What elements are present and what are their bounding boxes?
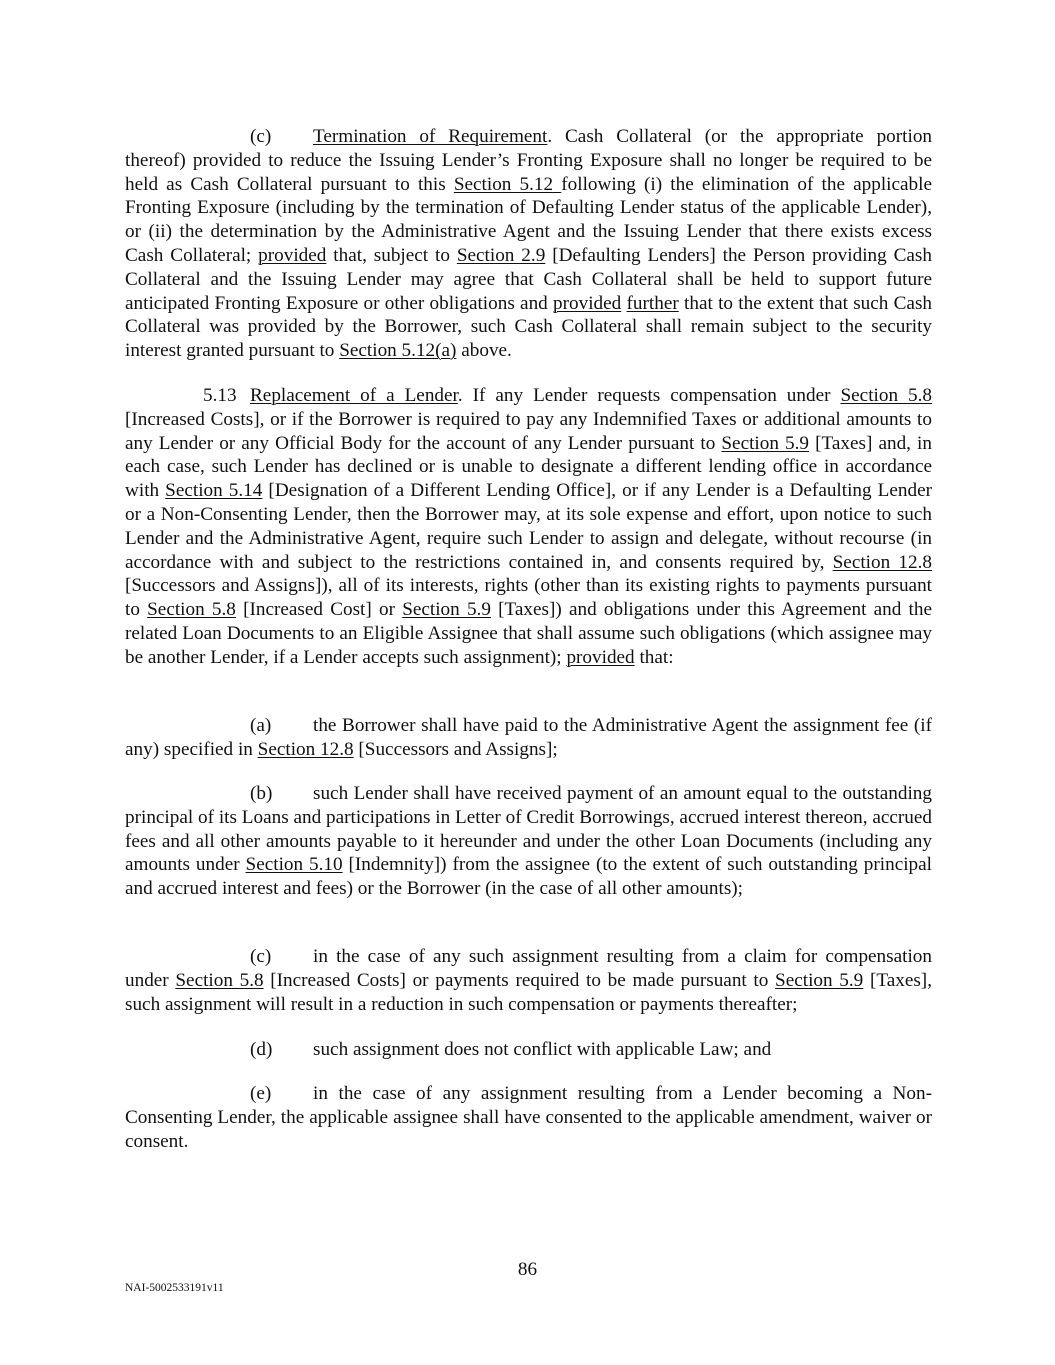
section-heading: Replacement of a Lender <box>250 385 458 406</box>
paragraph-text: [Taxes]) and obligations under this Agreement and the related Loan Documents to an Eligible Assignee that shall assume such obligations (which assignee may be another Lender, if a Lender accepts such assignment); <box>125 599 932 668</box>
paragraph-text: that to the extent that such Cash Collateral was provided by the Borrower, such Cash Collateral shall remain subject to the security interest granted pursuant to <box>125 292 933 362</box>
proviso-term: provided <box>566 646 635 668</box>
section-reference: Section 5.8 <box>175 969 264 991</box>
paragraph-text: [Taxes] and, in each case, such Lender has declined or is unable to designate a different lending office in accordance with <box>125 432 932 502</box>
section-reference: Section 5.8 <box>147 599 236 621</box>
clause-text: [Taxes], such assignment will result in a reduction in such compensation or payments thereafter; <box>125 969 932 1015</box>
clause-text: in the case of any assignment resulting from a Lender becoming a Non-Consenting Lender, the applicable assignee shall have consented to the applicable amendment, waiver or consent. <box>125 1083 932 1152</box>
clause-text: [Successors and Assigns]; <box>353 738 558 760</box>
clause-marker: (a) <box>250 715 272 736</box>
proviso-term: provided <box>258 244 327 266</box>
clause-text: the Borrower shall have paid to the Administrative Agent the assignment fee (if any) specified in <box>125 715 932 760</box>
clause-d <box>125 1038 932 1062</box>
section-reference: Section 5.12(a) <box>339 340 457 362</box>
document-id: NAI-5002533191v11 <box>125 1282 224 1294</box>
section-reference: Section 2.9 <box>456 244 546 266</box>
section-reference: Section 5.10 <box>245 854 343 876</box>
clause-text: in the case of any such assignment resulting from a claim for compensation under <box>125 946 932 991</box>
paragraph-text: . Cash Collateral (or the appropriate portion thereof) provided to reduce the Issuing Lender’s Fronting Exposure shall no longer be required to be held as Cash Collateral pursuant to this <box>125 126 933 195</box>
paragraph-text: following (i) the elimination of the applicable Fronting Exposure (including by the termination of Defaulting Lender status of the applicable Lender), or (ii) the determination by the Administrative Agent and the Issuing Lender that there exists excess Cash Collateral; <box>125 173 932 266</box>
section-reference: Section 12.8 <box>832 551 932 573</box>
clause-e <box>125 1082 932 1153</box>
clause-marker: (d) <box>250 1039 273 1060</box>
paragraph-text: [Increased Costs], or if the Borrower is required to pay any Indemnified Taxes or additional amounts to any Lender or any Official Body for the account of any Lender pursuant to <box>125 408 932 454</box>
clause-marker: (c) <box>250 946 272 967</box>
clause-marker: (c) <box>250 126 272 147</box>
section-reference: Section 5.9 <box>402 599 491 621</box>
paragraph-text: [Designation of a Different Lending Office], or if any Lender is a Defaulting Lender or a Non-Consenting Lender, then the Borrower may, at its sole expense and effort, upon notice to such Lender and the Administrative Agent, require such Lender to assign and delegate, without recourse (in accordance with and subject to the restrictions contained in, and consents required by, <box>125 480 932 573</box>
clause-marker: (b) <box>250 783 273 804</box>
section-reference: Section 5.12 <box>453 173 562 195</box>
paragraph-text: [Increased Cost] or <box>235 599 403 621</box>
clause-text: such assignment does not conflict with applicable Law; and <box>313 1039 772 1060</box>
clause-a <box>125 714 932 762</box>
paragraph-text: that: <box>634 646 674 668</box>
section-reference: Section 5.14 <box>165 480 263 502</box>
section-5-13-replacement-of-a-lender <box>125 384 932 670</box>
paragraph-text: [Successors and Assigns]), all of its interests, rights (other than its existing rights to payments pursuant to <box>125 575 932 621</box>
paragraph-text: . If any Lender requests compensation under <box>457 385 841 406</box>
clause-text: such Lender shall have received payment of an amount equal to the outstanding principal of its Loans and participations in Letter of Credit Borrowings, accrued interest thereon, accrued fees and all other amounts payable to it hereunder and under the other Loan Documents (including any amounts under <box>125 783 932 876</box>
section-reference: Section 12.8 <box>257 738 354 760</box>
section-reference: Section 5.9 <box>721 432 810 454</box>
paragraph-text: [Defaulting Lenders] the Person providing Cash Collateral and the Issuing Lender may agree that Cash Collateral shall be held to support future anticipated Fronting Exposure or other obligations and <box>125 244 932 314</box>
clause-b <box>125 782 932 901</box>
section-reference: Section 5.9 <box>775 969 864 991</box>
clause-text: [Increased Costs] or payments required to be made pursuant to <box>263 969 776 991</box>
section-number: 5.13 <box>203 385 237 406</box>
paragraph-text: above. <box>456 340 512 362</box>
clause-marker: (e) <box>250 1083 272 1104</box>
clause-text: [Indemnity]) from the assignee (to the extent of such outstanding principal and accrued interest and fees) or the Borrower (in the case of all other amounts); <box>125 854 932 900</box>
paragraph-c-termination-of-requirement <box>125 125 932 363</box>
proviso-term: further <box>626 292 679 314</box>
section-reference: Section 5.8 <box>840 385 933 406</box>
page-number: 86 <box>517 1259 538 1280</box>
proviso-term: provided <box>553 292 622 314</box>
paragraph-heading: Termination of Requirement <box>313 126 548 147</box>
paragraph-text: that, subject to <box>326 244 457 266</box>
clause-c <box>125 945 932 1016</box>
